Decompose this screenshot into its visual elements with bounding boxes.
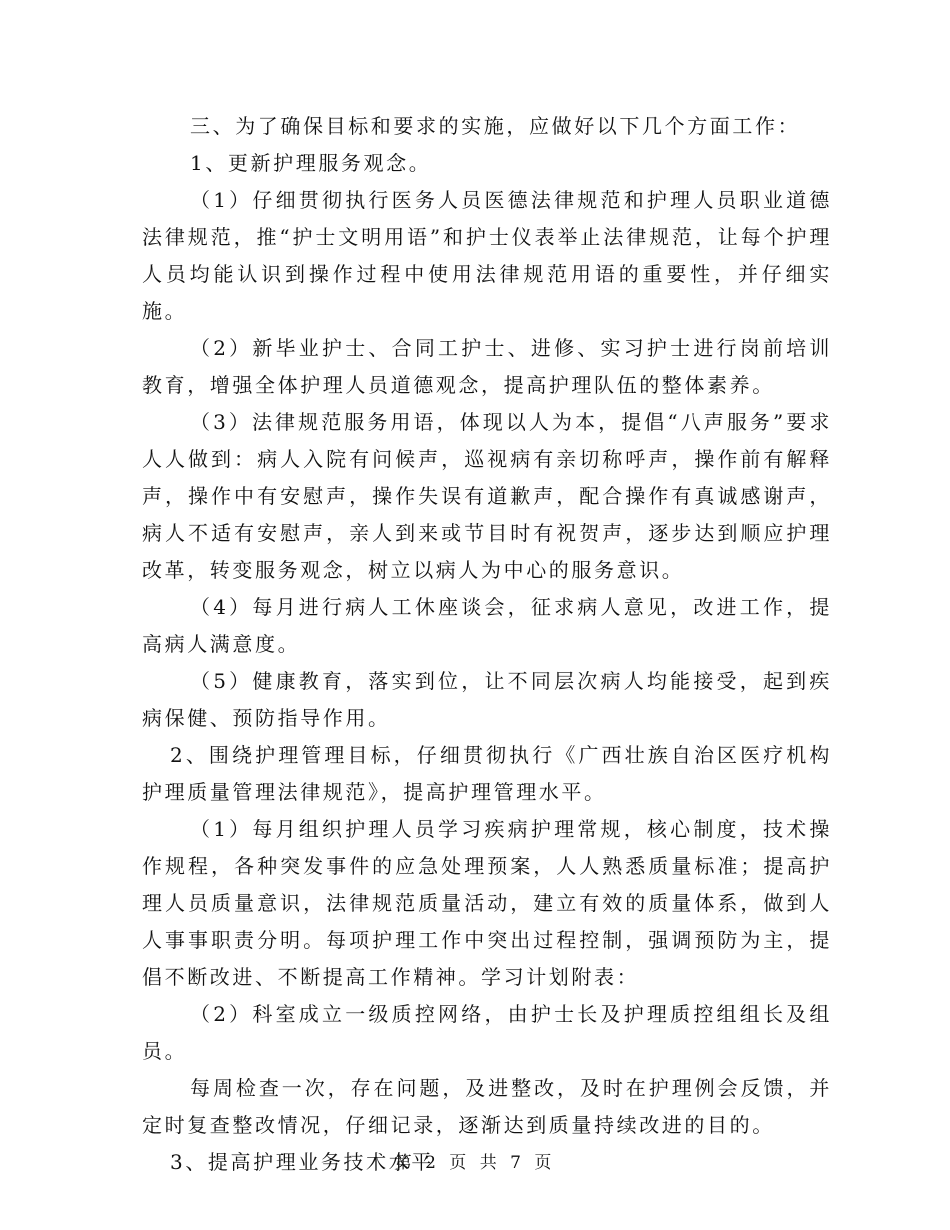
paragraph-2-2: （2）科室成立一级质控网络，由护士长及护理质控组组长及组员。 <box>142 1002 832 1063</box>
section-heading-3: 三、为了确保目标和要求的实施，应做好以下几个方面工作： <box>190 114 801 138</box>
page-footer: 第 2 页 共 7 页 <box>394 1153 556 1173</box>
item-1-heading: 1、更新护理服务观念。 <box>190 151 432 175</box>
document-body <box>142 108 832 1181</box>
item-3-heading: 3、提高护理业务技术水平 <box>170 1150 434 1174</box>
paragraph-1-3: （3）法律规范服务用语，体现以人为本，提倡“八声服务”要求人人做到：病人入院有问候声，巡视病有亲切称呼声，操作前有解释声，操作中有安慰声，操作失误有道歉声，配合操作有真诚感谢声，病人不适有安慰声，亲人到来或节目时有祝贺声，逐步达到顺应护理改革，转变服务观念，树立以病人为中心的服务意识。 <box>142 410 832 582</box>
item-2-heading: 2、围绕护理管理目标，仔细贯彻执行《广西壮族自治区医疗机构护理质量管理法律规范》，提高护理管理水平。 <box>142 743 832 804</box>
paragraph-1-1: （1）仔细贯彻执行医务人员医德法律规范和护理人员职业道德法律规范，推“护士文明用语”和护士仪表举止法律规范，让每个护理人员均能认识到操作过程中使用法律规范用语的重要性，并仔细实施。 <box>142 188 832 323</box>
paragraph-2-2-continued: 每周检查一次，存在问题，及进整改，及时在护理例会反馈，并定时复查整改情况，仔细记录，逐渐达到质量持续改进的目的。 <box>142 1076 832 1137</box>
paragraph-2-1: （1）每月组织护理人员学习疾病护理常规，核心制度，技术操作规程，各种突发事件的应急处理预案，人人熟悉质量标准；提高护理人员质量意识，法律规范质量活动，建立有效的质量体系，做到人人事事职责分明。每项护理工作中突出过程控制，强调预防为主，提倡不断改进、不断提高工作精神。学习计划附表： <box>142 817 832 989</box>
paragraph-1-2: （2）新毕业护士、合同工护士、进修、实习护士进行岗前培训教育，增强全体护理人员道德观念，提高护理队伍的整体素养。 <box>142 336 832 397</box>
paragraph-1-4: （4）每月进行病人工休座谈会，征求病人意见，改进工作，提高病人满意度。 <box>142 595 832 656</box>
paragraph-1-5: （5）健康教育，落实到位，让不同层次病人均能接受，起到疾病保健、预防指导作用。 <box>142 669 832 730</box>
